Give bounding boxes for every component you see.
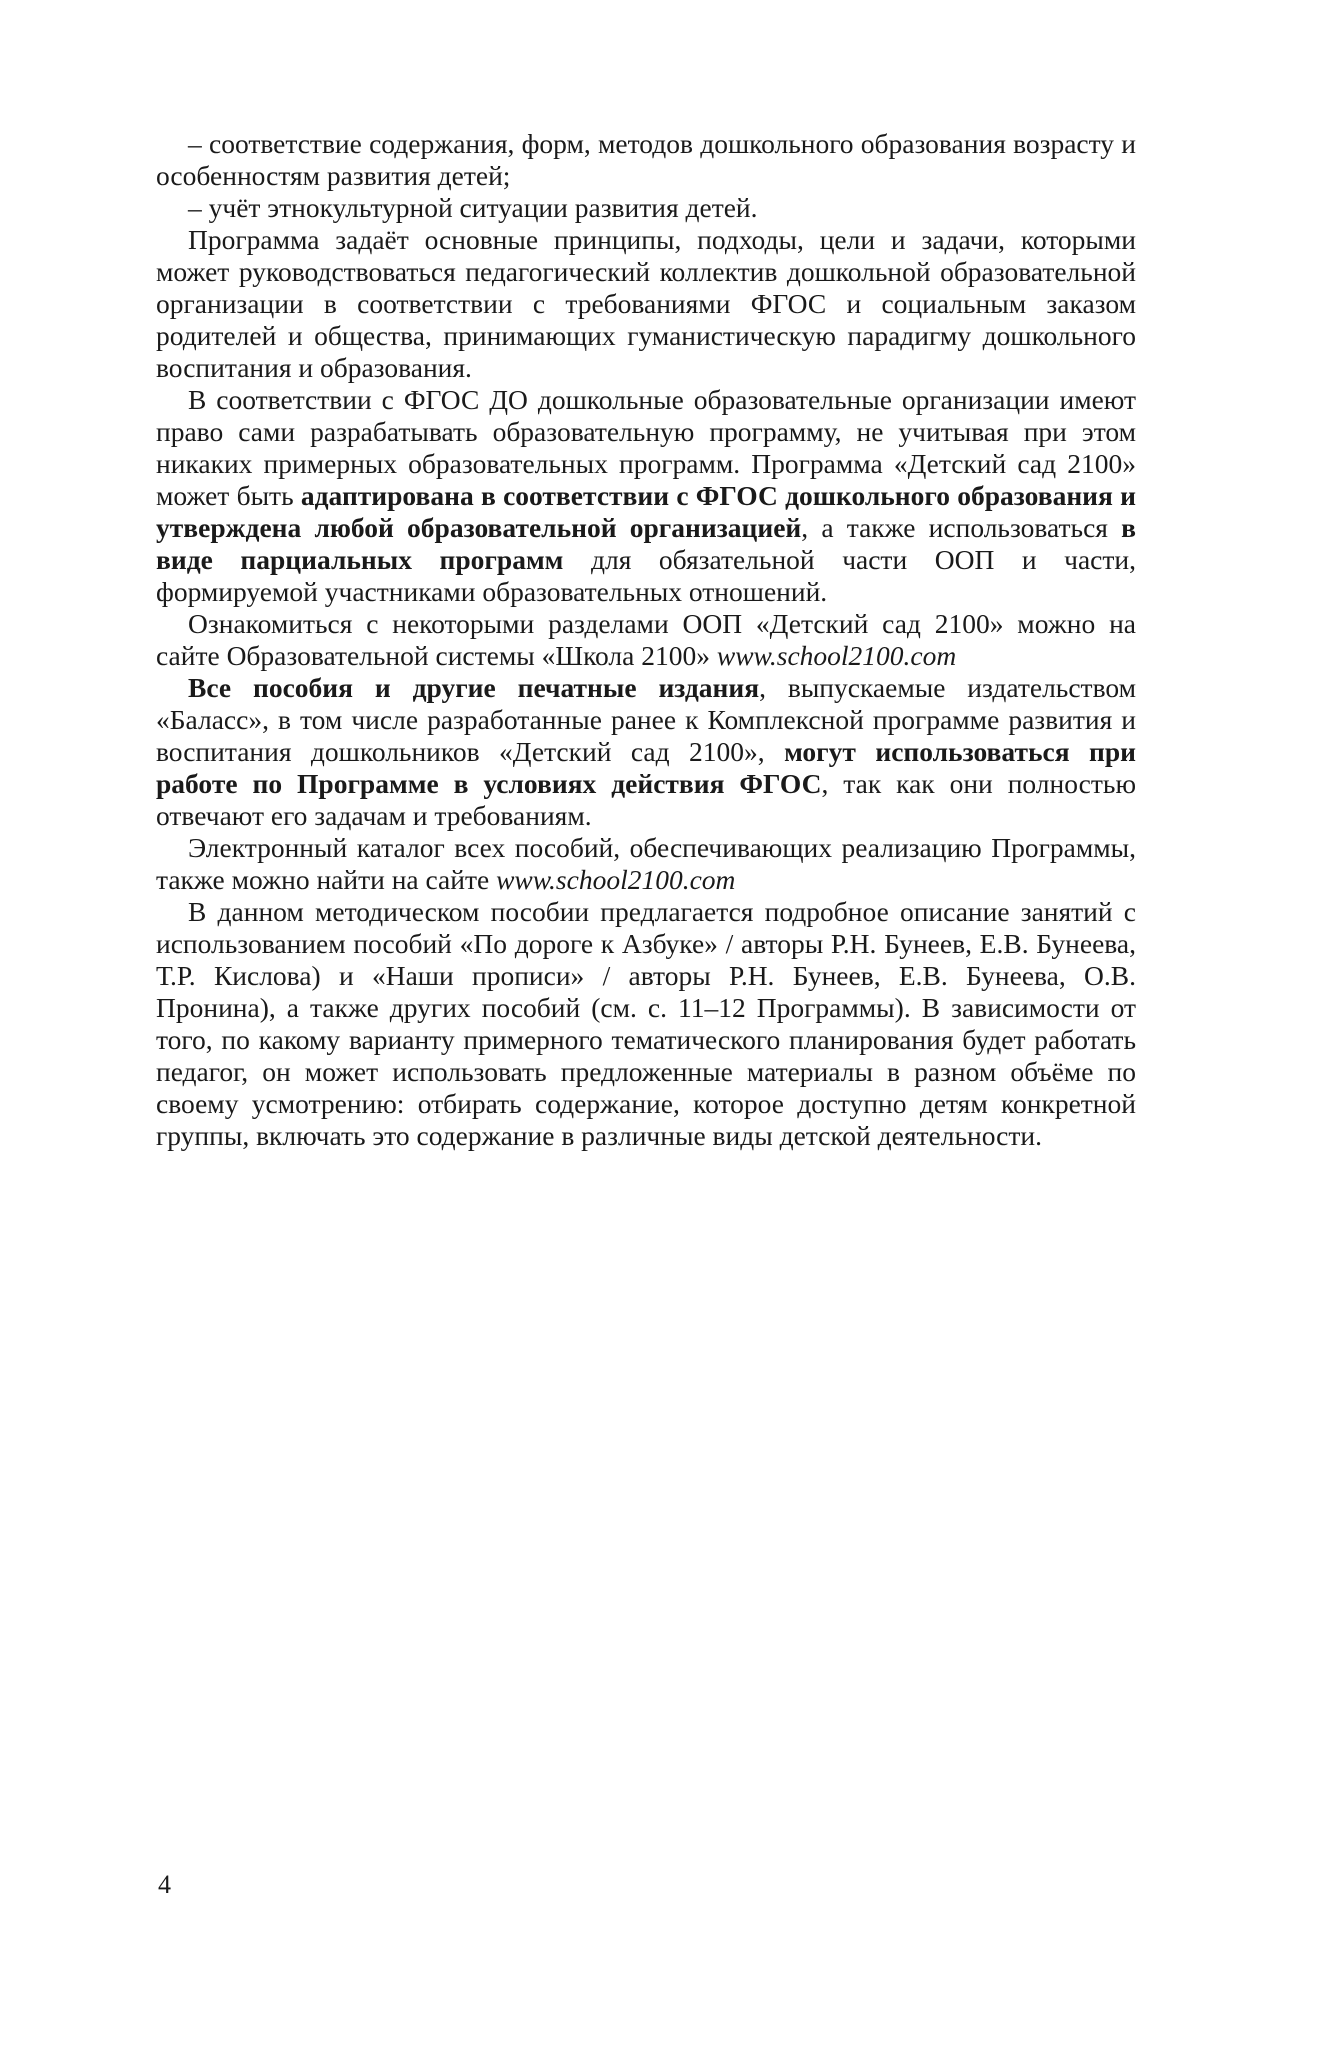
- paragraph-6: [156, 672, 1136, 832]
- paragraph-6-text-b: , так как они полностью отвечают его задачам и требованиям.: [156, 768, 1136, 831]
- paragraph-1: [156, 128, 1136, 192]
- paragraph-4-text-a: В соответствии с ФГОС ДО дошкольные образовательные организации имеют право сами разрабатывать образовательную программу, не учитывая при этом никаких примерных образовательных программ. Программа «Детский сад 2100» может быть: [156, 384, 1136, 511]
- paragraph-5-text: Ознакомиться с некоторыми разделами ООП «Детский сад 2100» можно на сайте Образовательной системы «Школа 2100»: [156, 608, 1136, 671]
- page-number: 4: [158, 1870, 171, 1899]
- paragraph-6-bold-a: Все пособия и другие печатные издания: [188, 672, 760, 703]
- paragraph-4-bold-b: в виде парциальных программ: [156, 512, 1136, 575]
- paragraph-1-text: – соответствие содержания, форм, методов дошкольного образования возрасту и особенностям развития детей;: [156, 128, 1136, 191]
- paragraph-2: [156, 192, 1136, 224]
- paragraph-2-text: – учёт этнокультурной ситуации развития детей.: [188, 192, 758, 223]
- website-link-1: www.school2100.com: [716, 640, 957, 671]
- paragraph-4-bold-a: адаптирована в соответствии с ФГОС дошкольного образования и утверждена любой образовательной организацией: [156, 480, 1136, 543]
- paragraph-4-text-c: для обязательной части ООП и части, формируемой участниками образовательных отношений.: [156, 544, 1136, 607]
- paragraph-7-text: Электронный каталог всех пособий, обеспечивающих реализацию Программы, также можно найти на сайте: [156, 832, 1136, 895]
- paragraph-6-text-a: , выпускаемые издательством «Баласс», в том числе разработанные ранее к Комплексной программе развития и воспитания дошкольников «Детский сад 2100»,: [156, 672, 1136, 767]
- paragraph-5: [156, 608, 1136, 672]
- paragraph-3-text: Программа задаёт основные принципы, подходы, цели и задачи, которыми может руководствоваться педагогический коллектив дошкольной образовательной организации в соответствии с требованиями ФГОС и социальным заказом родителей и общества, принимающих гуманистическую парадигму дошкольного воспитания и образования.: [156, 224, 1136, 383]
- page-body: [156, 128, 1136, 1152]
- paragraph-7: [156, 832, 1136, 896]
- paragraph-3: [156, 224, 1136, 384]
- website-link-2: www.school2100.com: [496, 864, 736, 895]
- paragraph-6-bold-b: могут использоваться при работе по Программе в условиях действия ФГОС: [156, 736, 1136, 799]
- paragraph-4-text-b: , а также использоваться: [801, 512, 1122, 543]
- paragraph-8: [156, 896, 1136, 1152]
- paragraph-4: [156, 384, 1136, 608]
- paragraph-8-text: В данном методическом пособии предлагается подробное описание занятий с использованием пособий «По дороге к Азбуке» / авторы Р.Н. Бунеев, Е.В. Бунеева, Т.Р. Кислова) и «Наши прописи» / авторы Р.Н. Бунеев, Е.В. Бунеева, О.В. Пронина), а также других пособий (см. с. 11–12 Программы). В зависимости от того, по какому варианту примерного тематического планирования будет работать педагог, он может использовать предложенные материалы в разном объёме по своему усмотрению: отбирать содержание, которое доступно детям конкретной группы, включать это содержание в различные виды детской деятельности.: [156, 896, 1136, 1151]
